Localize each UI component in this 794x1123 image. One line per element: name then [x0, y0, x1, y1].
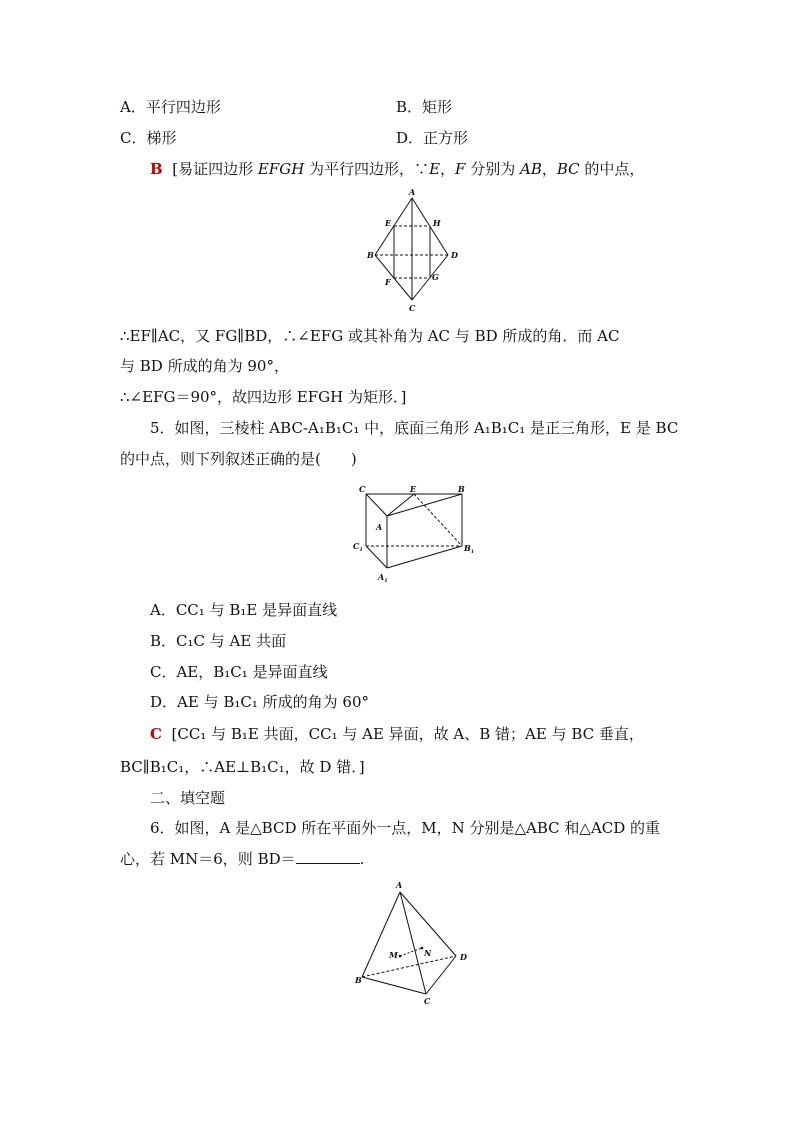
q5-figure	[350, 484, 480, 586]
q5-option-c: C．AE，B₁C₁ 是异面直线	[150, 663, 328, 681]
q6-stem-line2: 心，若 MN＝6，则 BD＝ .	[120, 850, 365, 868]
section-heading: 二、填空题	[150, 789, 226, 807]
q4-option-c: C．梯形	[120, 129, 177, 147]
q5-option-a: A．CC₁ 与 B₁E 是异面直线	[150, 601, 338, 619]
q5-label-a: A	[376, 522, 383, 532]
q5-solution-line2: BC∥B₁C₁，∴AE⊥B₁C₁，故 D 错．]	[120, 758, 365, 776]
q4-label-d: D	[451, 250, 458, 260]
q4-answer: B	[150, 160, 163, 178]
q6-figure	[350, 882, 480, 1008]
q4-solution-line3: 与 BD 所成的角为 90°，	[120, 357, 289, 375]
q4-solution-line1: B [易证四边形 EFGH 为平行四边形，∵E，F 分别为 AB，BC 的中点，	[150, 160, 645, 178]
q4-option-b: B．矩形	[396, 98, 453, 116]
q5-option-b: B．C₁C 与 AE 共面	[150, 632, 287, 650]
q5-label-b: B	[458, 484, 465, 494]
q5-stem-line2: 的中点，则下列叙述正确的是( )	[120, 450, 357, 468]
q6-label-n: N	[424, 948, 432, 958]
q4-solution-line4: ∴∠EFG＝90°，故四边形 EFGH 为矩形．]	[120, 388, 407, 406]
q6-label-b: B	[355, 975, 362, 985]
q6-label-m: M	[389, 950, 398, 960]
q5-label-a1: $A_1$	[378, 572, 388, 584]
q5-label-c1: $C_1$	[353, 541, 363, 553]
q4-label-g: G	[432, 272, 439, 282]
q4-figure	[365, 188, 465, 318]
q5-answer: C	[150, 725, 162, 743]
q6-label-d: D	[460, 952, 467, 962]
q4-label-b: B	[367, 250, 374, 260]
q4-label-e: E	[385, 218, 392, 228]
q5-option-d: D．AE 与 B₁C₁ 所成的角为 60°	[150, 693, 369, 711]
q6-label-c: C	[424, 996, 431, 1006]
q5-label-c: C	[359, 484, 366, 494]
q4-solution-line2: ∴EF∥AC，又 FG∥BD，∴∠EFG 或其补角为 AC 与 BD 所成的角．而 AC	[120, 327, 620, 345]
q4-label-a: A	[409, 187, 416, 197]
q5-label-b1: $B_1$	[464, 543, 475, 555]
q6-label-a: A	[396, 880, 403, 890]
q4-label-f: F	[385, 277, 391, 287]
q6-stem-line1: 6．如图，A 是△BCD 所在平面外一点，M，N 分别是△ABC 和△ACD 的重	[150, 819, 661, 837]
q5-label-e: E	[410, 484, 417, 494]
q5-solution-line1: C [CC₁ 与 B₁E 共面，CC₁ 与 AE 异面，故 A、B 错；AE 与 BC 垂直，	[150, 725, 644, 743]
q4-label-h: H	[433, 218, 441, 228]
q4-option-a: A．平行四边形	[120, 98, 221, 116]
answer-blank[interactable]	[296, 849, 360, 864]
q4-option-d: D．正方形	[396, 129, 469, 147]
q5-stem-line1: 5．如图，三棱柱 ABC-A₁B₁C₁ 中，底面三角形 A₁B₁C₁ 是正三角形，E 是 BC	[150, 419, 679, 437]
q4-label-c: C	[409, 303, 416, 313]
